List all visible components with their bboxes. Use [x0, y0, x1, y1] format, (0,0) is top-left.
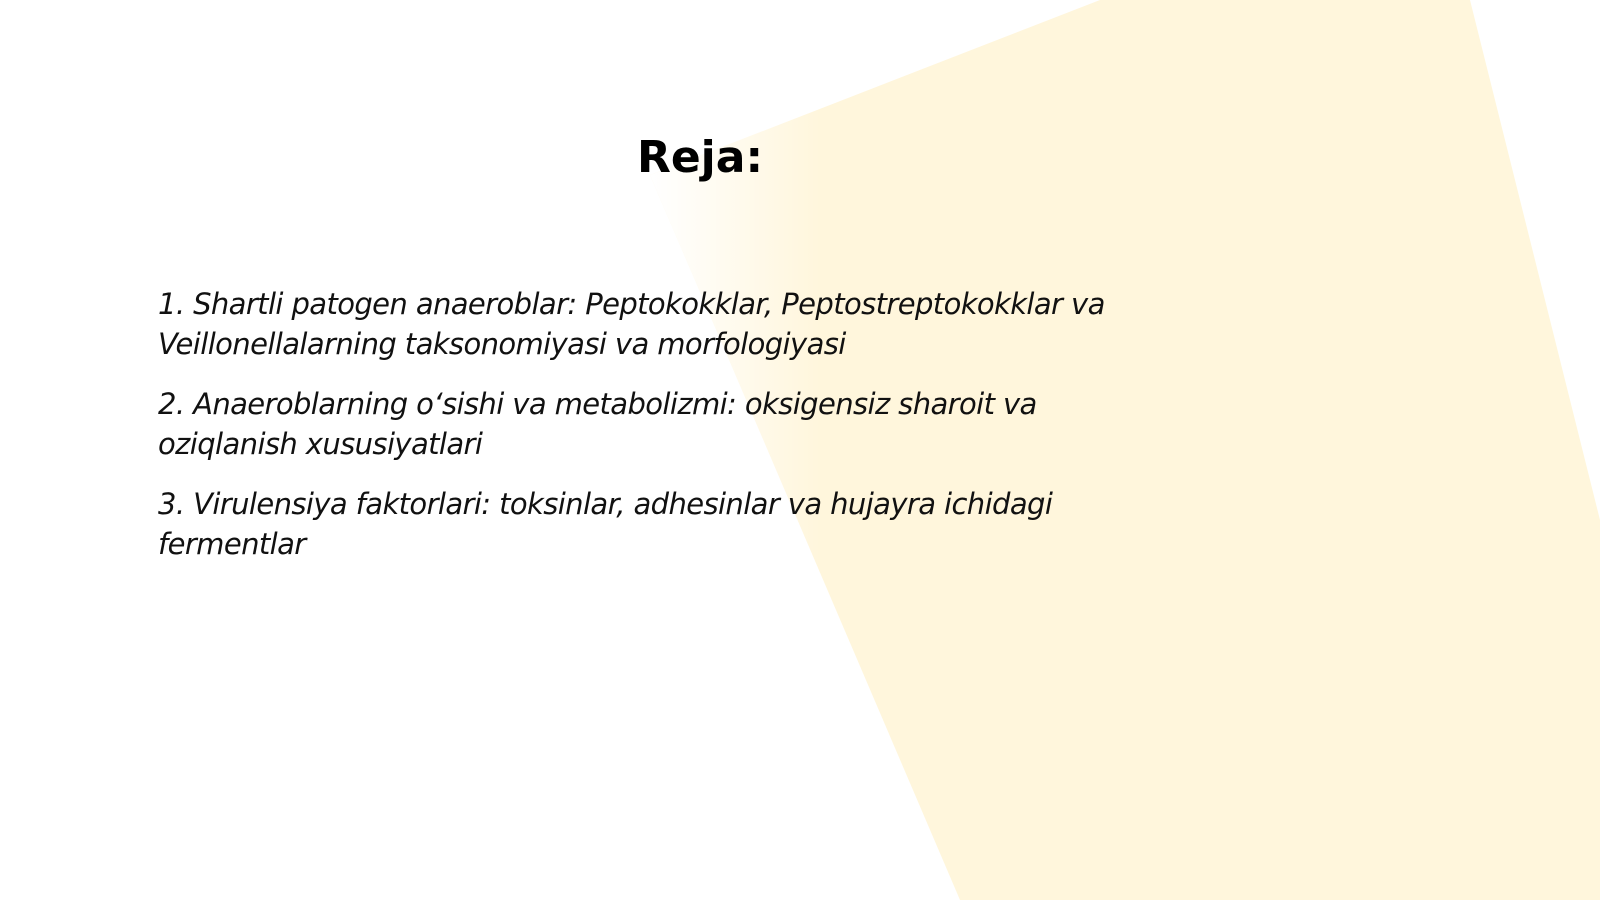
plan-list [158, 284, 1138, 584]
list-item: 3. Virulensiya faktorlari: toksinlar, adhesinlar va hujayra ichidagi fermentlar [158, 487, 1053, 561]
list-item: 2. Anaeroblarning o‘sishi va metabolizmi: oksigensiz sharoit va oziqlanish xususiyatlari [158, 387, 1037, 461]
list-item: 1. Shartli patogen anaeroblar: Peptokokklar, Peptostreptokokklar va Veillonellalarning taksonomiyasi va morfologiyasi [158, 287, 1105, 361]
page-title: Reja: [636, 132, 764, 183]
